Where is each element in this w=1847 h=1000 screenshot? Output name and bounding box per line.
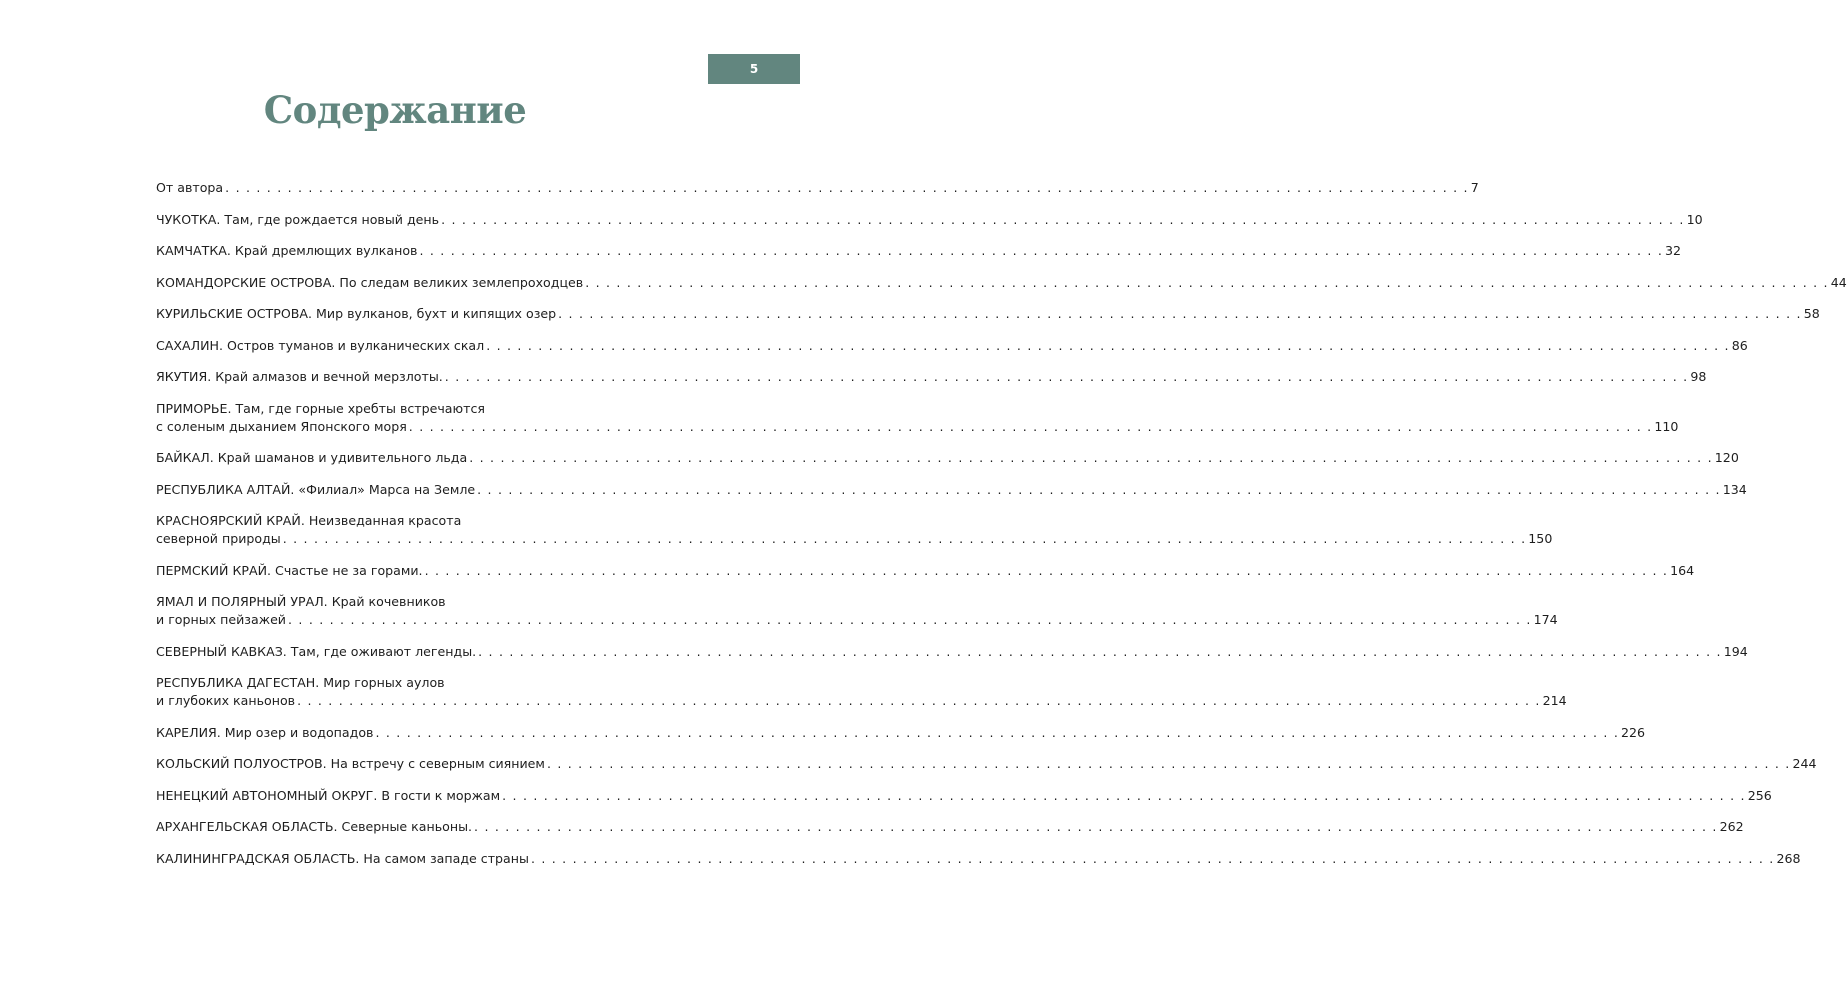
toc-entry[interactable] (156, 211, 1703, 229)
toc-entry-page: 244 (1792, 756, 1817, 771)
toc-entry-page: 194 (1723, 643, 1748, 659)
toc-entry[interactable] (156, 400, 1679, 436)
toc-entry-page: 262 (1719, 819, 1744, 834)
dot-leader: . . . . . . . . . . . . . . . . . . . . . . . . . . . . . . . . . . . . . . . . . . . . . . . . . . . . . . . . . . . . . . . . . . . . . . . . . . . . . . . . . . . . . . . . . . . . . . . . . . . . . . . . . . . . . . . . . . . . . . . . (297, 693, 1541, 708)
dot-leader: . . . . . . . . . . . . . . . . . . . . . . . . . . . . . . . . . . . . . . . . . . . . . . . . . . . . . . . . . . . . . . . . . . . . . . . . . . . . . . . . . . . . . . . . . . . . . . . . . . . . . . . . . . . . . . . . . . . . . . . . (441, 211, 1685, 227)
toc-entry-title: НЕНЕЦКИЙ АВТОНОМНЫЙ ОКРУГ. В гости к моржам (156, 787, 501, 803)
dot-leader: . . . . . . . . . . . . . . . . . . . . . . . . . . . . . . . . . . . . . . . . . . . . . . . . . . . . . . . . . . . . . . . . . . . . . . . . . . . . . . . . . . . . . . . . . . . . . . . . . . . . . . . . . . . . . . . . . . . . . . . . (530, 850, 1775, 866)
toc-entry[interactable] (156, 179, 1479, 197)
table-of-contents (156, 179, 1847, 881)
toc-entry-page: 214 (1542, 693, 1567, 708)
toc-entry[interactable] (156, 562, 1695, 580)
toc-entry-title: РЕСПУБЛИКА АЛТАЙ. «Филиал» Марса на Земле (156, 481, 476, 497)
toc-entry-page: 44 (1830, 274, 1847, 290)
dot-leader: . . . . . . . . . . . . . . . . . . . . . . . . . . . . . . . . . . . . . . . . . . . . . . . . . . . . . . . . . . . . . . . . . . . . . . . . . . . . . . . . . . . . . . . . . . . . . . . . . . . . . . . . . . . . . . . . . . . . . . . . (502, 787, 1746, 803)
dot-leader: . . . . . . . . . . . . . . . . . . . . . . . . . . . . . . . . . . . . . . . . . . . . . . . . . . . . . . . . . . . . . . . . . . . . . . . . . . . . . . . . . . . . . . . . . . . . . . . . . . . . . . . . . . . . . . . . . . . . . . . . (585, 274, 1829, 290)
toc-entry-page: 150 (1528, 531, 1553, 546)
toc-entry[interactable] (156, 368, 1707, 386)
toc-entry-page: 120 (1714, 450, 1739, 465)
toc-entry[interactable] (156, 787, 1772, 805)
toc-entry[interactable] (156, 724, 1646, 742)
toc-entry-page: 134 (1722, 481, 1747, 497)
toc-entry-page: 256 (1747, 787, 1772, 803)
dot-leader: . . . . . . . . . . . . . . . . . . . . . . . . . . . . . . . . . . . . . . . . . . . . . . . . . . . . . . . . . . . . . . . . . . . . . . . . . . . . . . . . . . . . . . . . . . . . . . . . . . . . . . . . . . . . . . . . . . . . . . . . (375, 724, 1620, 740)
toc-entry-title: ПРИМОРЬЕ. Там, где горные хребты встречаются (156, 400, 485, 416)
toc-entry-page: 98 (1690, 369, 1707, 384)
toc-entry-title: КОМАНДОРСКИЕ ОСТРОВА. По следам великих землепроходцев (156, 274, 584, 290)
toc-entry-page: 32 (1665, 243, 1682, 258)
page-number-tab (708, 54, 800, 84)
toc-entry-title: ПЕРМСКИЙ КРАЙ. Счастье не за горами. (156, 562, 423, 578)
toc-entry-page: 86 (1731, 337, 1748, 353)
toc-entry-title: САХАЛИН. Остров туманов и вулканических скал (156, 337, 485, 353)
toc-entry-title: ЯКУТИЯ. Край алмазов и вечной мерзлоты. (156, 369, 443, 384)
toc-entry-title: БАЙКАЛ. Край шаманов и удивительного льда (156, 450, 468, 465)
dot-leader: . . . . . . . . . . . . . . . . . . . . . . . . . . . . . . . . . . . . . . . . . . . . . . . . . . . . . . . . . . . . . . . . . . . . . . . . . . . . . . . . . . . . . . . . . . . . . . . . . . . . . . . . . . . . . . . . . . . . . . . . (558, 306, 1802, 321)
page-title: Содержание (263, 88, 527, 132)
toc-entry-page: 7 (1470, 180, 1479, 195)
toc-entry-title: с соленым дыханием Японского моря (156, 418, 407, 434)
toc-entry[interactable] (156, 512, 1553, 548)
toc-entry-title: КАРЕЛИЯ. Мир озер и водопадов (156, 724, 374, 740)
toc-entry[interactable] (156, 274, 1847, 292)
dot-leader: . . . . . . . . . . . . . . . . . . . . . . . . . . . . . . . . . . . . . . . . . . . . . . . . . . . . . . . . . . . . . . . . . . . . . . . . . . . . . . . . . . . . . . . . . . . . . . . . . . . . . . . . . . . . . . . . . . . . . . . . (424, 562, 1669, 578)
toc-entry[interactable] (156, 755, 1817, 773)
dot-leader: . . . . . . . . . . . . . . . . . . . . . . . . . . . . . . . . . . . . . . . . . . . . . . . . . . . . . . . . . . . . . . . . . . . . . . . . . . . . . . . . . . . . . . . . . . . . . . . . . . . . . . . . . . . . . . . . . . . . . . . . (477, 481, 1721, 497)
toc-entry[interactable] (156, 481, 1747, 499)
dot-leader: . . . . . . . . . . . . . . . . . . . . . . . . . . . . . . . . . . . . . . . . . . . . . . . . . . . . . . . . . . . . . . . . . . . . . . . . . . . . . . . . . . . . . . . . . . . . . . . . . . . . . . . . . . . . . . . . . . . . . . . . (478, 643, 1722, 659)
toc-entry-title: северной природы (156, 531, 281, 546)
toc-entry-title: КАЛИНИНГРАДСКАЯ ОБЛАСТЬ. На самом западе страны (156, 850, 529, 866)
toc-entry[interactable] (156, 593, 1558, 629)
toc-entry[interactable] (156, 643, 1748, 661)
toc-entry-page: 164 (1670, 562, 1695, 578)
dot-leader: . . . . . . . . . . . . . . . . . . . . . . . . . . . . . . . . . . . . . . . . . . . . . . . . . . . . . . . . . . . . . . . . . . . . . . . . . . . . . . . . . . . . . . . . . . . . . . . . . . . . . . . . . . . . . . . . . . . . . . . . (474, 819, 1718, 834)
dot-leader: . . . . . . . . . . . . . . . . . . . . . . . . . . . . . . . . . . . . . . . . . . . . . . . . . . . . . . . . . . . . . . . . . . . . . . . . . . . . . . . . . . . . . . . . . . . . . . . . . . . . . . . . . . . . . . . . . . . . . . . . (282, 531, 1527, 546)
dot-leader: . . . . . . . . . . . . . . . . . . . . . . . . . . . . . . . . . . . . . . . . . . . . . . . . . . . . . . . . . . . . . . . . . . . . . . . . . . . . . . . . . . . . . . . . . . . . . . . . . . . . . . . . . . . . . . . . . . . . . . . . (408, 418, 1653, 434)
toc-entry-title: КАМЧАТКА. Край дремлющих вулканов (156, 243, 418, 258)
toc-entry-title: КУРИЛЬСКИЕ ОСТРОВА. Мир вулканов, бухт и кипящих озер (156, 306, 557, 321)
dot-leader: . . . . . . . . . . . . . . . . . . . . . . . . . . . . . . . . . . . . . . . . . . . . . . . . . . . . . . . . . . . . . . . . . . . . . . . . . . . . . . . . . . . . . . . . . . . . . . . . . . . . . . . . . . . . . . . . . . . . . . . . (469, 450, 1713, 465)
page-number: 5 (749, 62, 759, 76)
toc-entry-title: и глубоких каньонов (156, 693, 296, 708)
toc-entry-page: 110 (1654, 418, 1679, 434)
toc-entry[interactable] (156, 449, 1739, 467)
toc-entry-page: 10 (1686, 211, 1703, 227)
toc-entry[interactable] (156, 850, 1801, 868)
toc-entry[interactable] (156, 242, 1682, 260)
toc-entry[interactable] (156, 337, 1748, 355)
toc-entry[interactable] (156, 818, 1744, 836)
dot-leader: . . . . . . . . . . . . . . . . . . . . . . . . . . . . . . . . . . . . . . . . . . . . . . . . . . . . . . . . . . . . . . . . . . . . . . . . . . . . . . . . . . . . . . . . . . . . . . . . . . . . . . . . . . . . . . . . . . . . . . . . (486, 337, 1730, 353)
dot-leader: . . . . . . . . . . . . . . . . . . . . . . . . . . . . . . . . . . . . . . . . . . . . . . . . . . . . . . . . . . . . . . . . . . . . . . . . . . . . . . . . . . . . . . . . . . . . . . . . . . . . . . . . . . . . . . . . . . . . . . . . (444, 369, 1689, 384)
toc-entry-page: 58 (1803, 306, 1820, 321)
dot-leader: . . . . . . . . . . . . . . . . . . . . . . . . . . . . . . . . . . . . . . . . . . . . . . . . . . . . . . . . . . . . . . . . . . . . . . . . . . . . . . . . . . . . . . . . . . . . . . . . . . . . . . . . . . . . . . . . . . . . . . . . (225, 180, 1469, 195)
dot-leader: . . . . . . . . . . . . . . . . . . . . . . . . . . . . . . . . . . . . . . . . . . . . . . . . . . . . . . . . . . . . . . . . . . . . . . . . . . . . . . . . . . . . . . . . . . . . . . . . . . . . . . . . . . . . . . . . . . . . . . . . (288, 612, 1532, 627)
toc-entry-title: ЯМАЛ И ПОЛЯРНЫЙ УРАЛ. Край кочевников (156, 594, 446, 609)
toc-entry-title: АРХАНГЕЛЬСКАЯ ОБЛАСТЬ. Северные каньоны. (156, 819, 473, 834)
toc-entry-title: КОЛЬСКИЙ ПОЛУОСТРОВ. На встречу с северным сиянием (156, 756, 545, 771)
toc-entry-title: ЧУКОТКА. Там, где рождается новый день (156, 211, 440, 227)
toc-entry[interactable] (156, 674, 1567, 710)
toc-entry-page: 268 (1776, 850, 1801, 866)
toc-entry-title: и горных пейзажей (156, 612, 286, 627)
toc-entry-title: СЕВЕРНЫЙ КАВКАЗ. Там, где оживают легенды. (156, 643, 477, 659)
toc-entry-title: РЕСПУБЛИКА ДАГЕСТАН. Мир горных аулов (156, 675, 445, 690)
toc-entry-title: От автора (156, 180, 224, 195)
dot-leader: . . . . . . . . . . . . . . . . . . . . . . . . . . . . . . . . . . . . . . . . . . . . . . . . . . . . . . . . . . . . . . . . . . . . . . . . . . . . . . . . . . . . . . . . . . . . . . . . . . . . . . . . . . . . . . . . . . . . . . . . (546, 756, 1791, 771)
dot-leader: . . . . . . . . . . . . . . . . . . . . . . . . . . . . . . . . . . . . . . . . . . . . . . . . . . . . . . . . . . . . . . . . . . . . . . . . . . . . . . . . . . . . . . . . . . . . . . . . . . . . . . . . . . . . . . . . . . . . . . . . (419, 243, 1664, 258)
toc-entry-page: 174 (1533, 612, 1558, 627)
toc-entry[interactable] (156, 305, 1820, 323)
toc-entry-title: КРАСНОЯРСКИЙ КРАЙ. Неизведанная красота (156, 513, 462, 528)
toc-entry-page: 226 (1621, 724, 1646, 740)
